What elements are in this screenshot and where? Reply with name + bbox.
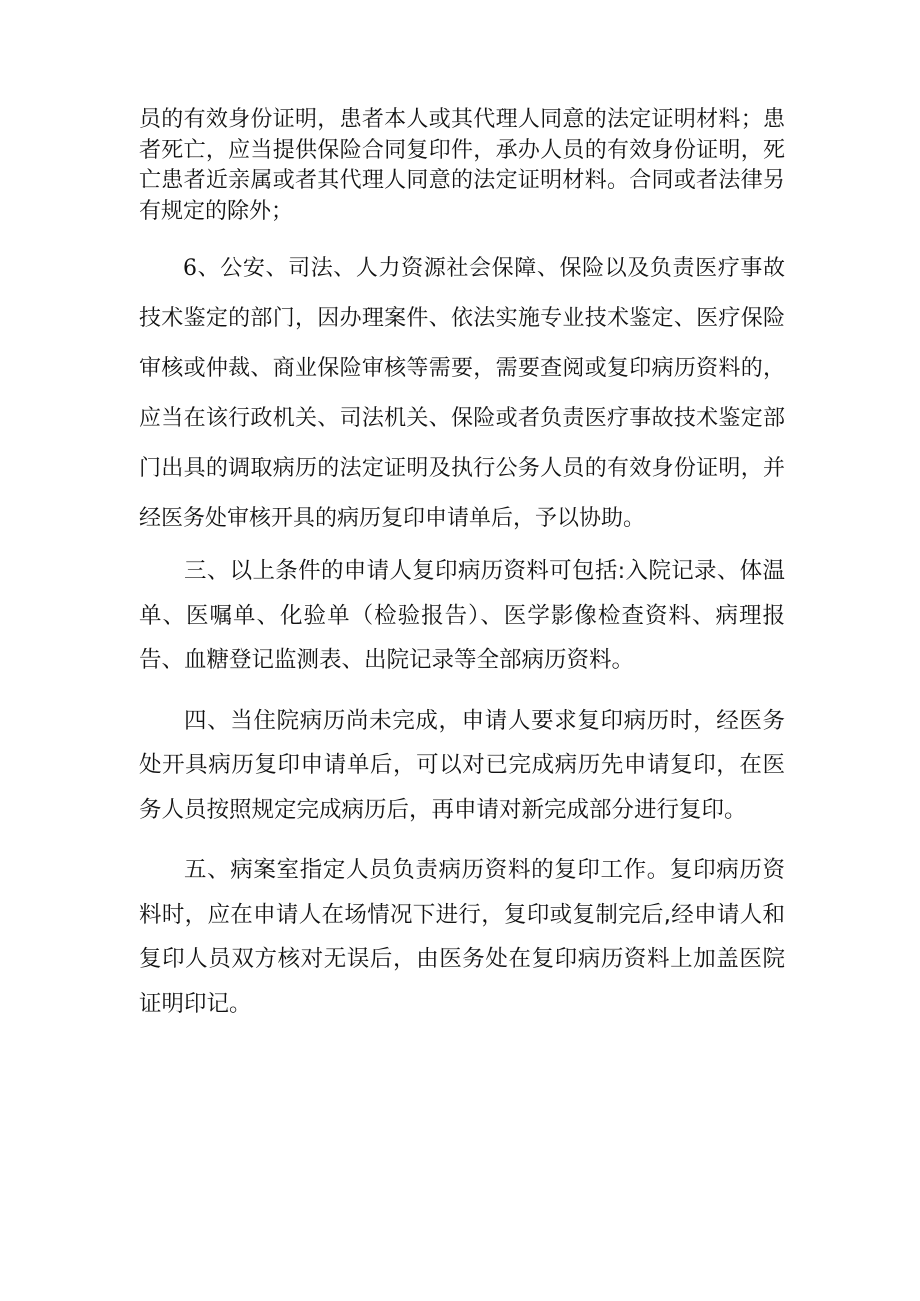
paragraph-section-5-copy-procedure: 五、病案室指定人员负责病历资料的复印工作。复印病历资料时，应在申请人在场情况下进行，复印或复制完后,经申请人和复印人员双方核对无误后，由医务处在复印病历资料上加盖医院证明印记。 [139, 857, 785, 1017]
paragraph-continued-proof-materials: 员的有效身份证明，患者本人或其代理人同意的法定证明材料；患者死亡，应当提供保险合同复印件，承办人员的有效身份证明，死亡患者近亲属或者其代理人同意的法定证明材料。合同或者法律另有规定的除外； [139, 107, 785, 224]
paragraph-section-4-incomplete-records: 四、当住院病历尚未完成，申请人要求复印病历时，经医务处开具病历复印申请单后，可以对已完成病历先申请复印，在医务人员按照规定完成病历后，再申请对新完成部分进行复印。 [139, 707, 785, 823]
paragraph-section-3-copy-scope: 三、以上条件的申请人复印病历资料可包括:入院记录、体温单、医嘱单、化验单（检验报告）、医学影像检查资料、病理报告、血糖登记监测表、出院记录等全部病历资料。 [139, 558, 785, 673]
paragraph-item-6-authorities: 6、公安、司法、人力资源社会保障、保险以及负责医疗事故技术鉴定的部门，因办理案件、依法实施专业技术鉴定、医疗保险审核或仲裁、商业保险审核等需要，需要查阅或复印病历资料的，应当在该行政机关、司法机关、保险或者负责医疗事故技术鉴定部门出具的调取病历的法定证明及执行公务人员的有效身份证明，并经医务处审核开具的病历复印申请单后，予以协助。 [139, 256, 785, 531]
document-body [139, 105, 785, 1042]
